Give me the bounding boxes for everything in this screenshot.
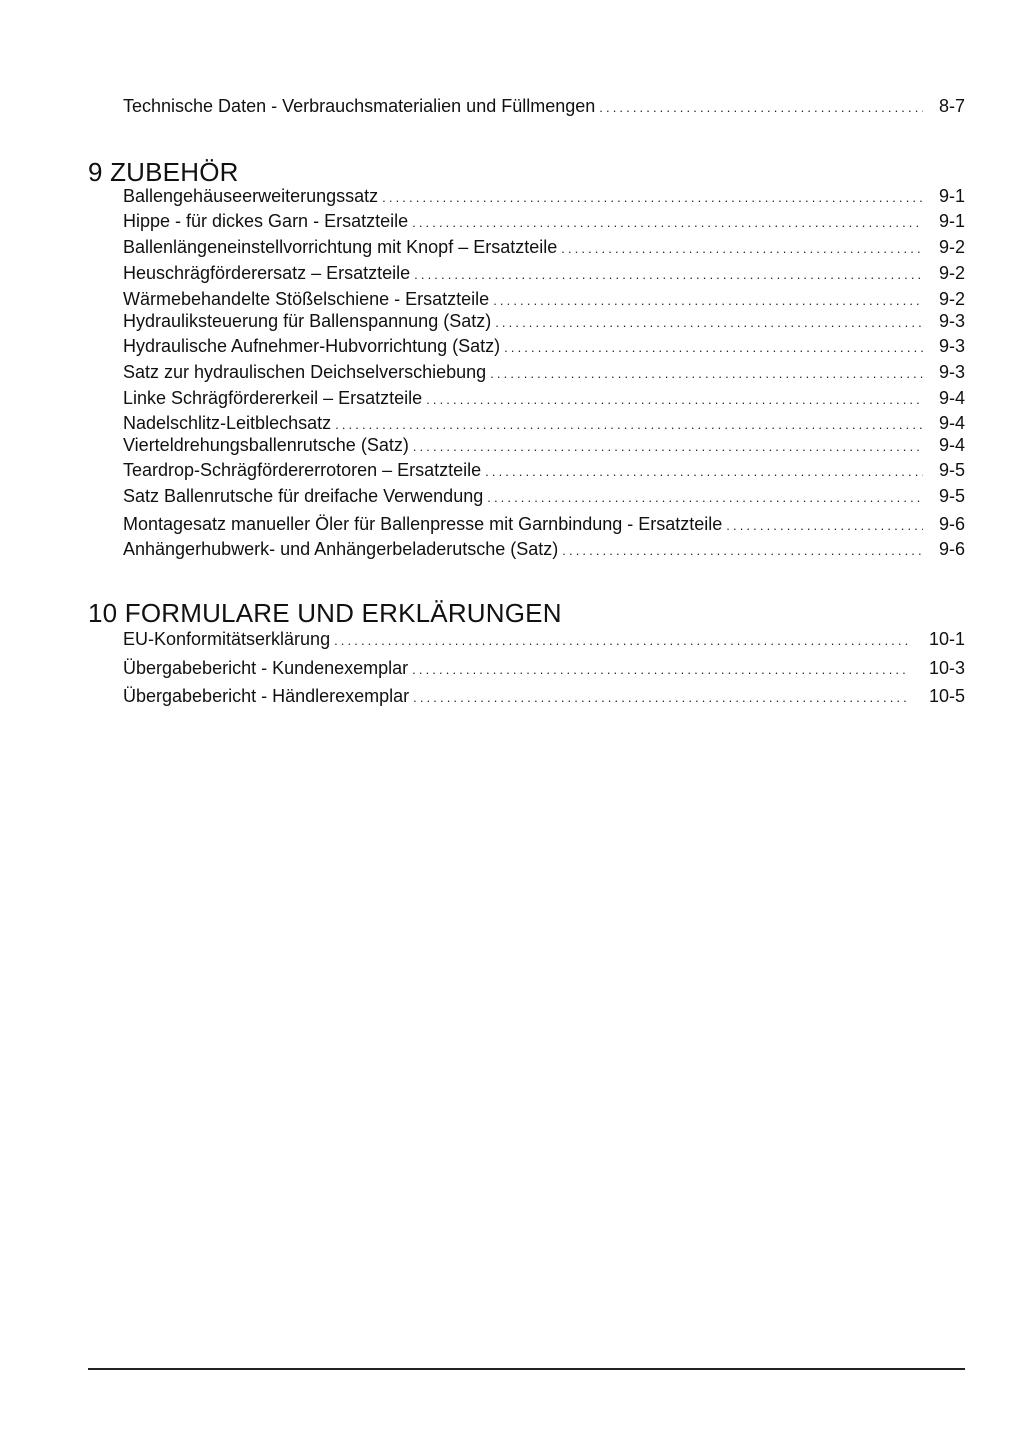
dot-leader [504,336,923,360]
toc-entry[interactable] [123,537,965,561]
toc-entry-title: Heuschrägförderersatz – Ersatzteile [123,263,411,283]
toc-entry[interactable] [123,309,965,333]
toc-entry-page: 10-5 [928,686,965,706]
toc-entry-title: Hydraulische Aufnehmer-Hubvorrichtung (Satz) [123,336,501,356]
toc-entry[interactable] [123,484,965,508]
toc-entry-title: Linke Schrägfördererkeil – Ersatzteile [123,388,423,408]
toc-entry-title: Technische Daten - Verbrauchsmaterialien und Füllmengen [123,96,596,116]
toc-entry-title: Vierteldrehungsballenrutsche (Satz) [123,435,409,455]
chapter-heading-9: 9 ZUBEHÖR [88,157,239,187]
toc-entry[interactable] [123,261,965,285]
toc-entry-page: 9-1 [938,211,965,231]
toc-entry-page: 10-3 [928,658,965,678]
dot-leader [413,686,909,710]
toc-entry[interactable] [123,235,965,259]
toc-entry-page: 9-3 [938,336,965,356]
dot-leader [599,96,923,120]
dot-leader [413,435,923,459]
toc-entry[interactable] [123,411,965,435]
dot-leader [426,388,923,412]
toc-entry-title: Satz zur hydraulischen Deichselverschiebung [123,362,487,382]
dot-leader [561,237,923,261]
toc-entry-page: 9-5 [938,486,965,506]
toc-entry-title: Wärmebehandelte Stößelschiene - Ersatzteile [123,289,490,309]
footer-rule [88,1368,965,1370]
dot-leader [412,658,909,682]
dot-leader [726,514,923,538]
toc-entry[interactable] [123,287,965,311]
dot-leader [562,539,923,563]
toc-entry-title: Ballenlängeneinstellvorrichtung mit Knopf – Ersatzteile [123,237,558,257]
toc-entry-title: EU-Konformitätserklärung [123,629,331,649]
toc-entry[interactable] [123,512,965,536]
toc-entry-page: 9-4 [938,435,965,455]
toc-entry-title: Anhängerhubwerk- und Anhängerbeladerutsche (Satz) [123,539,559,559]
toc-entry[interactable] [123,627,965,651]
toc-entry-page: 9-6 [938,514,965,534]
dot-leader [414,263,923,287]
dot-leader [490,362,923,386]
toc-entry-page: 9-3 [938,311,965,331]
dot-leader [487,486,923,510]
toc-entry-title: Übergabebericht - Kundenexemplar [123,658,409,678]
toc-entry-page: 9-2 [938,237,965,257]
toc-entry[interactable] [123,184,965,208]
toc-entry-title: Hydrauliksteuerung für Ballenspannung (Satz) [123,311,492,331]
toc-entry-page: 9-6 [938,539,965,559]
toc-entry-page: 10-1 [928,629,965,649]
toc-entry-page: 9-4 [938,413,965,433]
toc-entry[interactable] [123,209,965,233]
toc-entry[interactable] [123,684,965,708]
toc-entry-page: 8-7 [938,96,965,116]
toc-entry-title: Nadelschlitz-Leitblechsatz [123,413,332,433]
toc-entry-page: 9-4 [938,388,965,408]
toc-entry[interactable] [123,334,965,358]
dot-leader [495,311,923,335]
toc-entry-page: 9-2 [938,263,965,283]
toc-entry-page: 9-2 [938,289,965,309]
toc-entry[interactable] [123,386,965,410]
toc-entry-title: Teardrop-Schrägfördererrotoren – Ersatzteile [123,460,482,480]
toc-entry-title: Ballengehäuseerweiterungssatz [123,186,379,206]
toc-entry-page: 9-5 [938,460,965,480]
toc-entry-title: Montagesatz manueller Öler für Ballenpresse mit Garnbindung - Ersatzteile [123,514,723,534]
dot-leader [485,460,923,484]
toc-entry-title: Hippe - für dickes Garn - Ersatzteile [123,211,409,231]
toc-entry-page: 9-1 [938,186,965,206]
toc-entry-page: 9-3 [938,362,965,382]
chapter-heading-10: 10 FORMULARE UND ERKLÄRUNGEN [88,598,562,628]
toc-entry[interactable] [123,656,965,680]
toc-entry-title: Satz Ballenrutsche für dreifache Verwendung [123,486,484,506]
toc-entry-verbrauchsmaterialien[interactable] [123,94,965,118]
toc-entry[interactable] [123,458,965,482]
dot-leader [412,211,923,235]
dot-leader [334,629,909,653]
toc-entry[interactable] [123,360,965,384]
toc-entry-title: Übergabebericht - Händlerexemplar [123,686,410,706]
dot-leader [382,186,923,210]
toc-entry[interactable] [123,433,965,457]
